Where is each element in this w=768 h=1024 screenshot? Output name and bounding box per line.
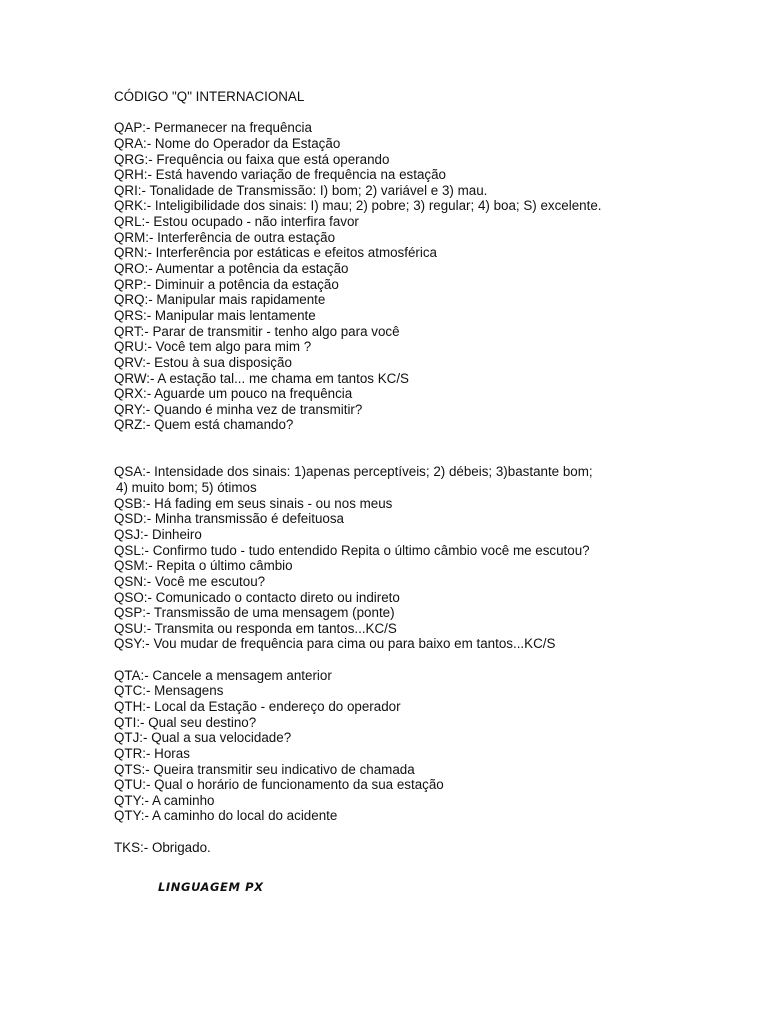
code-line: QTS:- Queira transmitir seu indicativo de chamada [114,761,415,777]
code-line: QSY:- Vou mudar de frequência para cima ou para baixo em tantos...KC/S [114,636,556,652]
section-qr-codes [114,120,754,433]
code-line: QSJ:- Dinheiro [114,526,202,542]
code-line: QSO:- Comunicado o contacto direto ou indireto [114,589,400,605]
section-closing [114,840,754,856]
code-line: QSP:- Transmissão de uma mensagem (ponte) [114,605,395,621]
code-line: QRU:- Você tem algo para mim ? [114,339,312,355]
code-line: QSL:- Confirmo tudo - tudo entendido Repita o último câmbio você me escutou? [114,542,590,558]
code-line: QRL:- Estou ocupado - não interfira favor [114,214,359,230]
document-title: CÓDIGO "Q" INTERNACIONAL [114,89,305,104]
spacer [114,824,754,840]
code-line: QTJ:- Qual a sua velocidade? [114,730,292,746]
code-line: QSD:- Minha transmissão é defeituosa [114,511,344,527]
code-line: QRA:- Nome do Operador da Estação [114,135,341,151]
code-line: QRW:- A estação tal... me chama em tantos KC/S [114,370,409,386]
code-line: QRP:- Diminuir a potência da estação [114,276,339,292]
code-line: QRS:- Manipular mais lentamente [114,307,316,323]
spacer [114,652,754,668]
code-line: QTI:- Qual seu destino? [114,714,257,730]
code-line: QTY:- A caminho do local do acidente [114,808,338,824]
code-line: QRH:- Está havendo variação de frequência na estação [114,167,446,183]
code-line: QTY:- A caminho [114,792,215,808]
code-line: QSM:- Repita o último câmbio [114,558,293,574]
code-line: QRX:- Aguarde um pouco na frequência [114,386,353,402]
code-line: QAP:- Permanecer na frequência [114,120,312,136]
code-line: QRZ:- Quem está chamando? [114,417,294,433]
section-qt-codes [114,668,754,824]
code-line: QTR:- Horas [114,745,190,761]
code-line: QRI:- Tonalidade de Transmissão: I) bom; 2) variável e 3) mau. [114,182,488,198]
code-line: QRV:- Estou à sua disposição [114,354,292,370]
code-line: QTH:- Local da Estação - endereço do operador [114,699,401,714]
section-heading-linguagem-px: LINGUAGEM PX [158,880,264,894]
section-qs-codes [114,464,754,652]
code-line: QRK:- Inteligibilidade dos sinais: I) mau; 2) pobre; 3) regular; 4) boa; S) excelente. [114,198,602,214]
code-line: QRM:- Interferência de outra estação [114,229,336,245]
code-line: TKS:- Obrigado. [114,839,211,855]
code-line-continuation: 4) muito bom; 5) ótimos [116,480,257,496]
document-body [114,89,754,855]
code-line: QTA:- Cancele a mensagem anterior [114,667,332,683]
code-line: QRT:- Parar de transmitir - tenho algo para você [114,323,400,339]
code-line: QRY:- Quando é minha vez de transmitir? [114,401,363,417]
code-line: QTC:- Mensagens [114,683,224,699]
code-line: QSU:- Transmita ou responda em tantos...KC/S [114,620,397,636]
code-line: QTU:- Qual o horário de funcionamento da sua estação [114,777,444,793]
code-line: QRG:- Frequência ou faixa que está operando [114,151,390,167]
spacer [114,105,754,121]
code-line: QSB:- Há fading em seus sinais - ou nos meus [114,495,393,511]
code-line: QRQ:- Manipular mais rapidamente [114,292,326,308]
code-line: QRN:- Interferência por estáticas e efeitos atmosférica [114,245,437,261]
spacer [114,433,754,464]
code-line: QSA:- Intensidade dos sinais: 1)apenas perceptíveis; 2) débeis; 3)bastante bom; [114,464,593,480]
code-line: QSN:- Você me escutou? [114,573,266,589]
code-line: QRO:- Aumentar a potência da estação [114,261,349,277]
